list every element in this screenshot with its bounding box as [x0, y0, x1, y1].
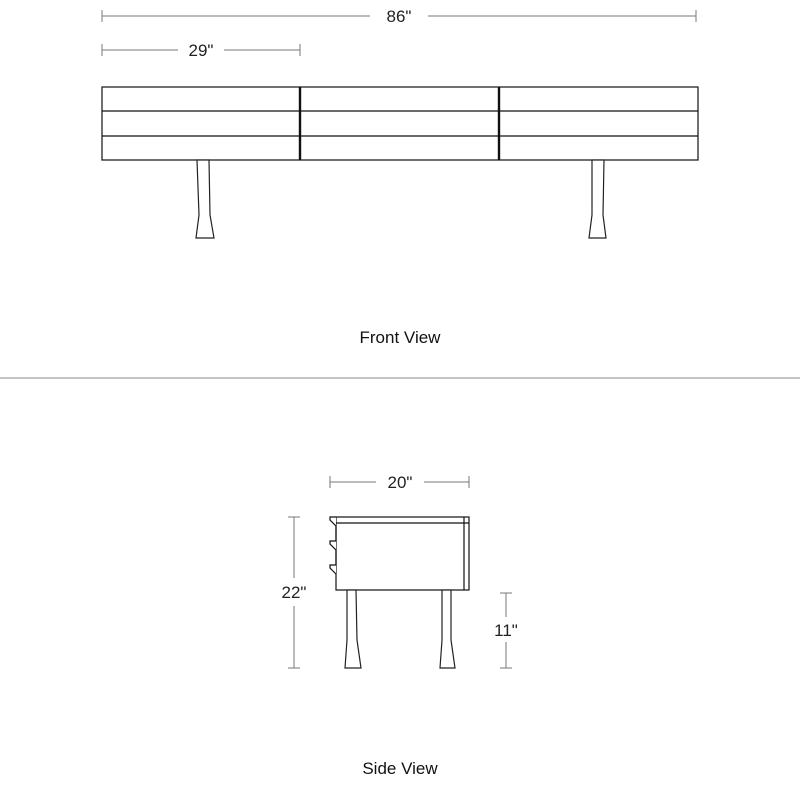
- front-view-caption: Front View: [359, 328, 441, 347]
- drawer-profile: [330, 517, 336, 574]
- leg-height-label: 11": [494, 621, 518, 640]
- side-view: [282, 473, 518, 778]
- credenza-side-body: [330, 517, 469, 590]
- section-width-dimension: [102, 41, 300, 60]
- section-width-label: 29": [188, 41, 214, 60]
- front-left-leg: [196, 160, 214, 238]
- depth-label: 20": [387, 473, 413, 492]
- overall-width-dimension: [102, 7, 696, 26]
- side-right-leg: [440, 590, 455, 668]
- leg-height-dimension: [494, 593, 518, 668]
- side-left-leg: [345, 590, 361, 668]
- front-right-leg: [589, 160, 606, 238]
- overall-height-dimension: [282, 517, 307, 668]
- overall-height-label: 22": [281, 583, 307, 602]
- overall-width-label: 86": [386, 7, 412, 26]
- depth-dimension: [330, 473, 469, 492]
- side-view-caption: Side View: [362, 759, 438, 778]
- credenza-front-body: [102, 87, 698, 160]
- front-view: [102, 7, 698, 347]
